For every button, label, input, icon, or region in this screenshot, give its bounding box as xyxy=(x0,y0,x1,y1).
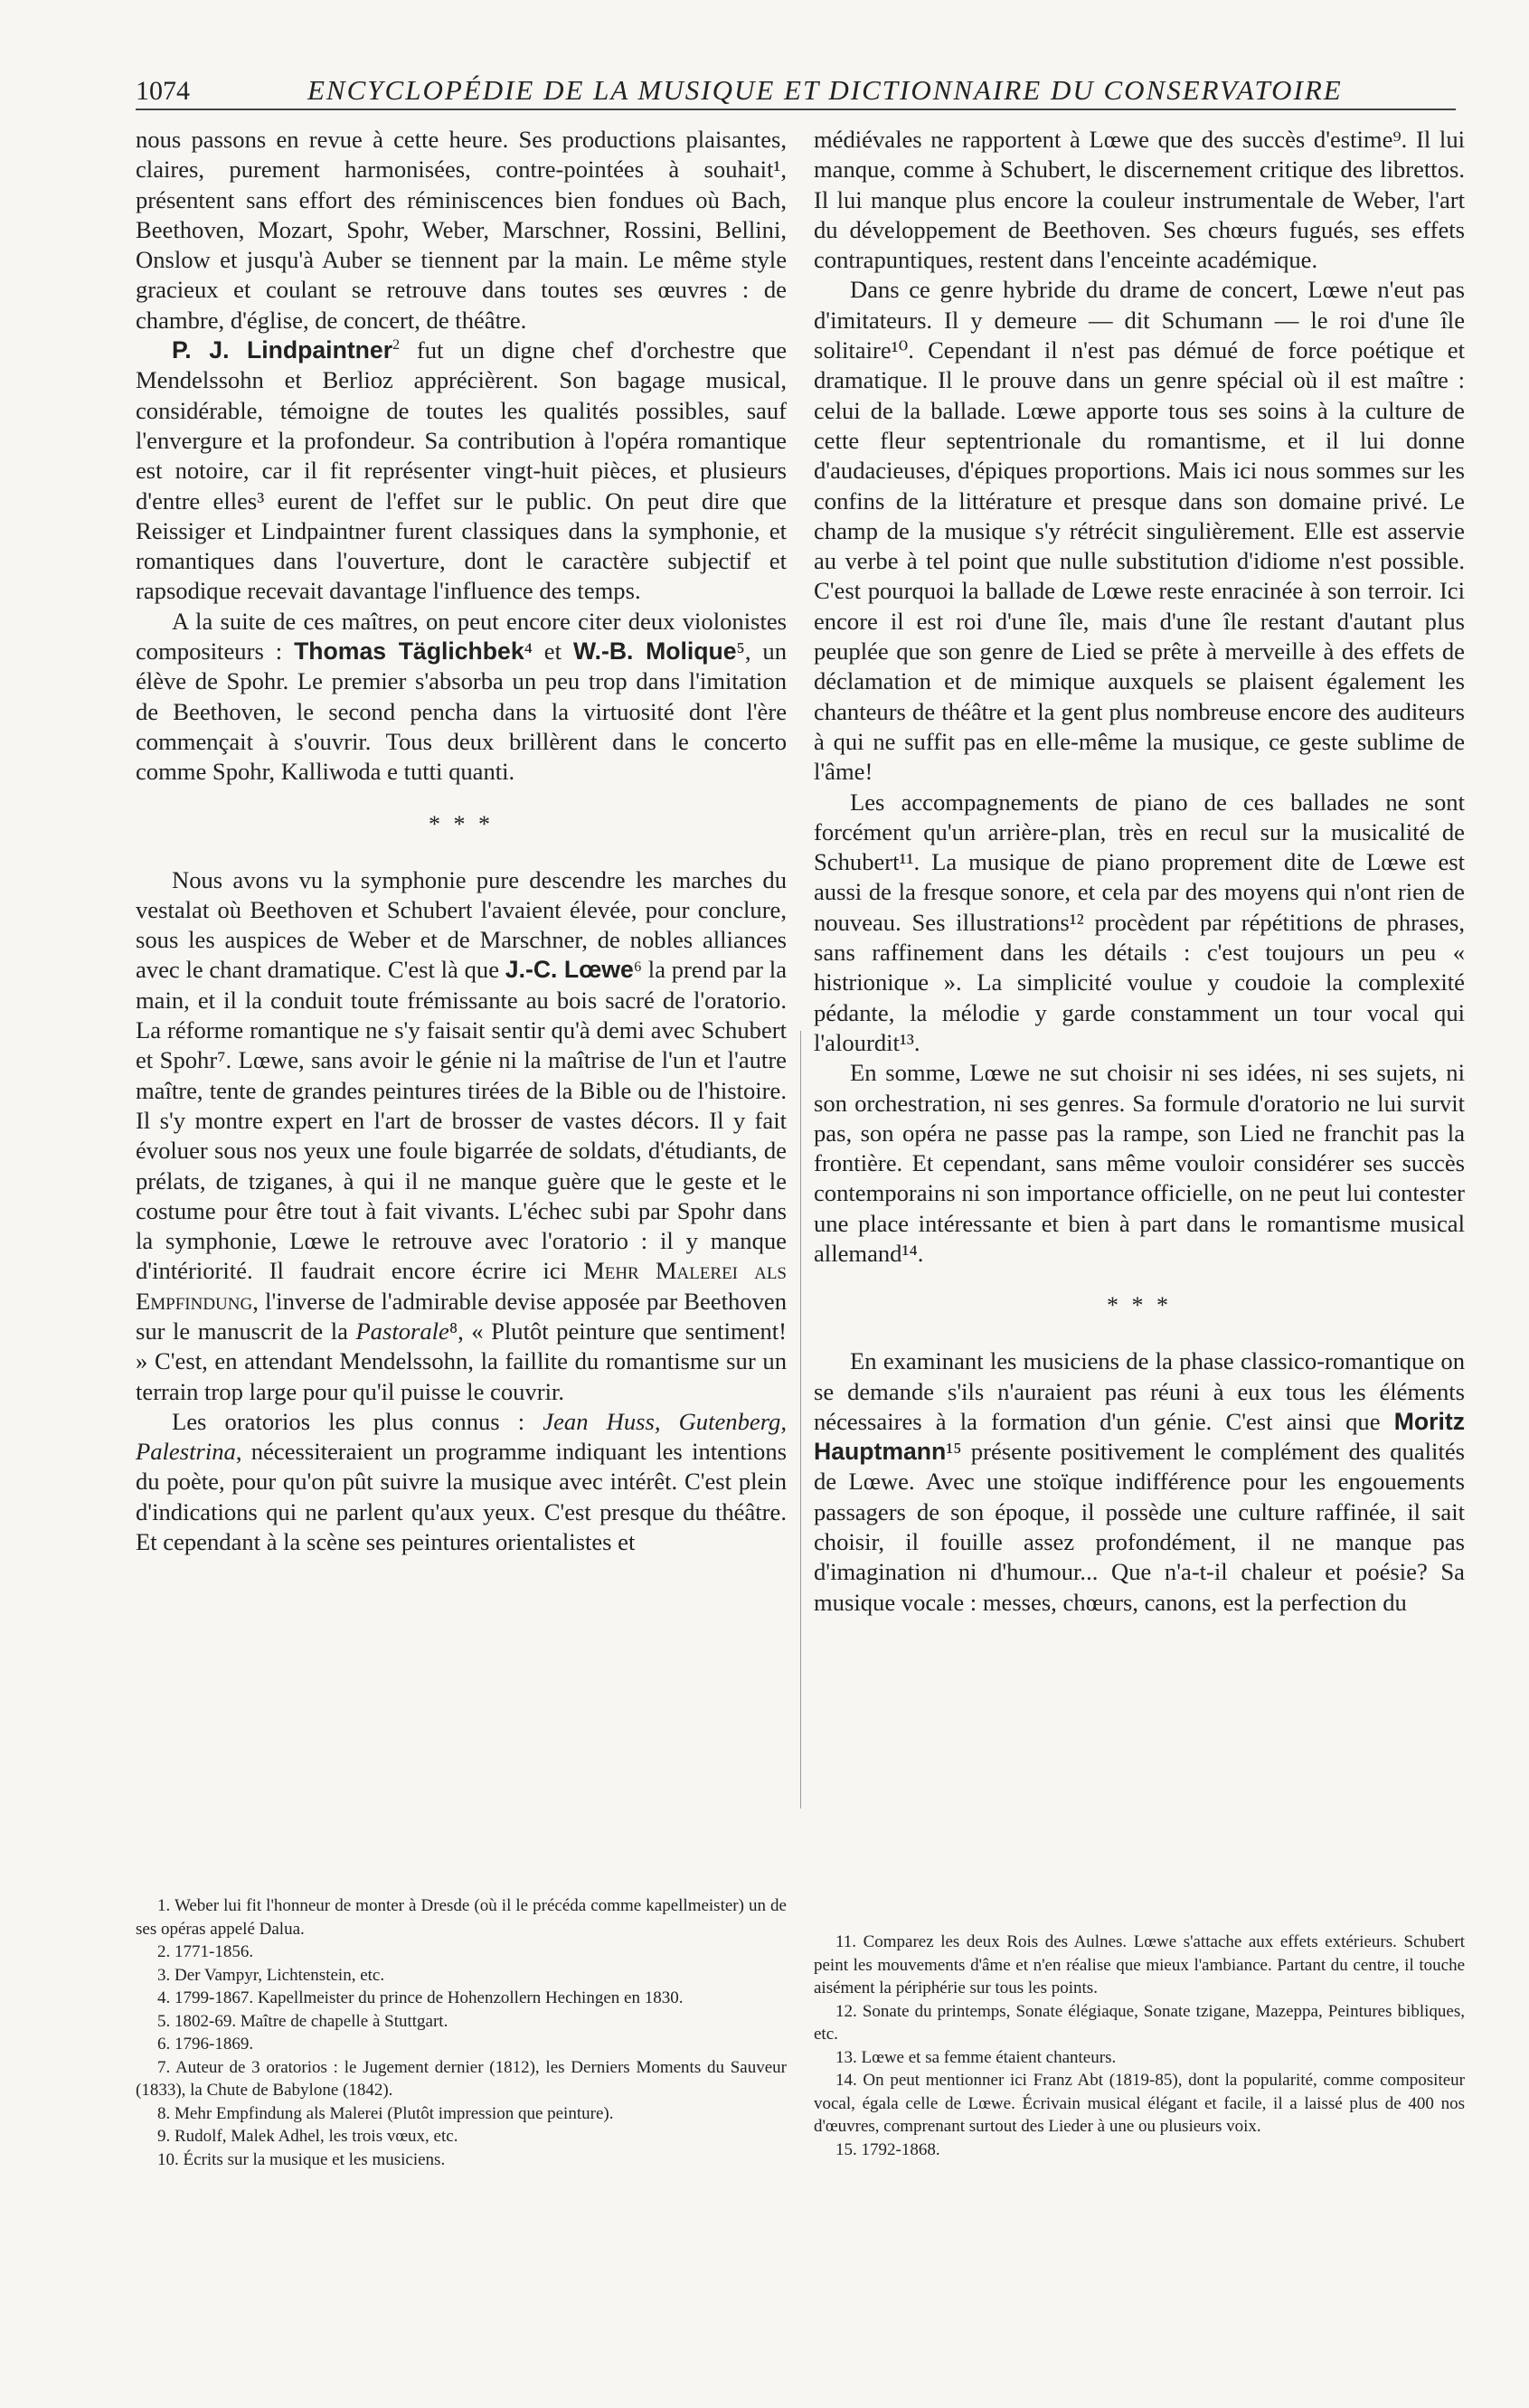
footnotes-right xyxy=(814,1931,1465,2161)
section-separator: * * * xyxy=(429,810,494,837)
footnote: 1. Weber lui fit l'honneur de monter à Dresde (où il le précéda comme kapellmeister) un de ses opéras appelé Dalua. xyxy=(136,1896,787,1939)
paragraph: En somme, Lœwe ne sut choisir ni ses idées, ni ses sujets, ni son orchestration, ni ses genres. Sa formule d'oratorio ne lui survit pas, son opéra ne passe pas la rampe, son Lied ne franchit pas la frontière. Et cependant, sans même vouloir considérer ses succès contemporains ni son importance officielle, on ne peut lui contester une place intéressante et bien à part dans le romantisme musical allemand¹⁴. xyxy=(814,1059,1465,1267)
page-header xyxy=(136,72,1456,110)
footnote: 4. 1799-1867. Kapellmeister du prince de Hohenzollern Hechingen en 1830. xyxy=(157,1988,684,2007)
footnote: 6. 1796-1869. xyxy=(157,2035,254,2054)
left-column xyxy=(136,125,787,1557)
paragraph: médiévales ne rapportent à Lœwe que des succès d'estime⁹. Il lui manque, comme à Schubert, le discernement critique des librettos. Il lui manque plus encore la couleur instrumentale de Weber, l'art du développement de Beethoven. Ses chœurs fugués, ses effets contrapuntiques, restent dans l'enceinte académique. xyxy=(814,126,1465,274)
running-title: ENCYCLOPÉDIE DE LA MUSIQUE ET DICTIONNAIRE DU CONSERVATOIRE xyxy=(307,74,1343,106)
paragraph: A la suite de ces maîtres, on peut encore citer deux violonistes compositeurs : Thomas Täglichbek⁴ et W.-B. Molique⁵, un élève de Spohr. Le premier s'absorba un peu trop dans l'imitation de Beethoven, le second pencha dans la virtuosité dont l'ère commençait à s'ouvrir. Tous deux brillèrent dans le concerto comme Spohr, Kalliwoda e tutti quanti. xyxy=(136,607,787,786)
footnote-ref: 2 xyxy=(392,337,401,354)
paragraph: Dans ce genre hybride du drame de concert, Lœwe n'eut pas d'imitateurs. Il y demeure — dit Schumann — le roi d'une île solitaire¹⁰. Cependant il n'est pas démué de force poétique et dramatique. Il le prouve dans un genre spécial où il est maître : celui de la ballade. Lœwe apporte tous ses soins à la culture de cette fleur septentrionale du romantisme, et il lui donne d'audacieuses, d'épiques proportions. Mais ici nous sommes sur les confins de la littérature et presque dans son domaine privé. Le champ de la musique s'y rétrécit singulièrement. Elle est asservie au verbe à tel point que nulle substitution d'idiome n'est possible. C'est pourquoi la ballade de Lœwe reste enracinée à son terroir. Ici encore il est roi d'une île, mais d'une île restant d'autant plus peuplée que son genre de Lied se prête à merveille à des effets de déclamation et de mimique auxquels se plaisent également les chanteurs de théâtre et la gent plus nombreuse encore des auditeurs à qui ne suffit pas en elle-même la musique, ce geste sublime de l'âme! xyxy=(814,276,1465,786)
footnote: 3. Der Vampyr, Lichtenstein, etc. xyxy=(157,1965,385,1985)
paragraph: En examinant les musiciens de la phase classico-romantique on se demande s'ils n'auraient pas réuni à eux tous les éléments nécessaires à la formation d'un génie. C'est ainsi que Moritz Hauptmann¹⁵ présente positivement le complément des qualités de Lœwe. Avec une stoïque indifférence pour les engouements passagers de son époque, il possède une culture raffinée, il sait choisir, il fouille assez profondément, il ne manque pas d'imagination ni d'humour... Que n'a-t-il chaleur et poésie? Sa musique vocale : messes, chœurs, canons, est la perfection du xyxy=(814,1347,1465,1616)
paragraph: Les accompagnements de piano de ces ballades ne sont forcément qu'un arrière-plan, très en recul sur la musicalité de Schubert¹¹. La musique de piano proprement dite de Lœwe est aussi de la fresque sonore, et cela par des moyens qui n'ont rien de nouveau. Ses illustrations¹² procèdent par répétitions de phrases, sans raffinement dans les détails : c'est toujours un peu « histrionique ». La simplicité voulue y coudoie la complexité pédante, la mélodie y garde constamment un tour vocal qui l'alourdit¹³. xyxy=(814,788,1465,1056)
person-name: Thomas Täglichbek xyxy=(294,637,524,666)
paragraph: nous passons en revue à cette heure. Ses productions plaisantes, claires, purement harmonisées, contre-pointées à souhait¹, présentent sans effort des réminiscences bien fondues où Bach, Beethoven, Mozart, Spohr, Weber, Marschner, Rossini, Bellini, Onslow et jusqu'à Auber se tiennent par la main. Le même style gracieux et coulant se retrouve dans toutes ses œuvres : de chambre, d'église, de concert, de théâtre. xyxy=(136,126,787,334)
person-name: Moritz Hauptmann xyxy=(814,1407,1465,1466)
footnotes-left xyxy=(136,1894,787,2171)
italic-title: Pastorale xyxy=(355,1317,449,1345)
right-column xyxy=(814,125,1465,1618)
footnote: 7. Auteur de 3 oratorios : le Jugement dernier (1812), les Derniers Moments du Sauveur (1833), la Chute de Babylone (1842). xyxy=(136,2057,787,2100)
person-name: P. J. Lindpaintner xyxy=(172,336,393,364)
footnote: 5. 1802-69. Maître de chapelle à Stuttgart. xyxy=(157,2011,448,2031)
person-name: W.-B. Molique xyxy=(572,637,737,666)
small-caps-text: Mehr Malerei als Empfindung xyxy=(136,1257,787,1315)
column-rule xyxy=(800,1031,801,1808)
person-name: J.-C. Lœwe xyxy=(505,956,634,984)
footnote: 13. Lœwe et sa femme étaient chanteurs. xyxy=(835,2047,1117,2067)
footnote: 12. Sonate du printemps, Sonate élégiaque, Sonate tzigane, Mazeppa, Peintures bibliques, etc. xyxy=(814,2001,1465,2044)
paragraph: P. J. Lindpaintner$^2$ fut un digne chef d'orchestre que Mendelssohn et Berlioz apprécièrent. Son bagage musical, considérable, témoigne de toutes les qualités possibles, sauf l'envergure et la profondeur. Sa contribution à l'opéra romantique est notoire, car il fit représenter vingt-huit pièces, et plusieurs d'entre elles³ eurent de l'effet sur le public. On peut dire que Reissiger et Lindpaintner furent classiques dans la symphonie, et romantiques dans l'ouverture, dont le caractère subjectif et rapsodique recevait davantage l'influence des temps. xyxy=(136,336,787,605)
footnote: 11. Comparez les deux Rois des Aulnes. Lœwe s'attache aux effets extérieurs. Schubert peint les mouvements d'âme et n'en réalise que mieux l'ambiance. Partant du centre, il touche aisément la périphérie sur tous les points. xyxy=(814,1932,1465,1997)
italic-title: Jean Huss, Gutenberg, Palestrina xyxy=(136,1407,787,1466)
footnote: 10. Écrits sur la musique et les musiciens. xyxy=(157,2149,446,2169)
page-number: 1074 xyxy=(136,76,190,106)
footnote: 9. Rudolf, Malek Adhel, les trois vœux, etc. xyxy=(157,2127,458,2146)
footnote: 8. Mehr Empfindung als Malerei (Plutôt impression que peinture). xyxy=(157,2103,614,2123)
section-separator: * * * xyxy=(1107,1292,1172,1319)
footnote: 15. 1792-1868. xyxy=(835,2139,940,2159)
paragraph: Nous avons vu la symphonie pure descendre les marches du vestalat où Beethoven et Schubert l'avaient élevée, pour conclure, sous les auspices de Weber et de Marschner, de nobles alliances avec le chant dramatique. C'est là que J.-C. Lœwe⁶ la prend par la main, et il la conduit toute frémissante au bois sacré de l'oratorio. La réforme romantique ne s'y faisait sentir qu'à demi avec Schubert et Spohr⁷. Lœwe, sans avoir le génie ni la maîtrise de l'un et l'autre maître, tente de grandes peintures tirées de la Bible ou de l'histoire. Il s'y montre expert en l'art de brosser de vastes décors. Il y fait évoluer sous nos yeux une foule bigarrée de soldats, d'étudiants, de prélats, de tziganes, à qui il ne manque guère que le geste et le costume pour être tout à fait vivants. L'échec subi par Spohr dans la symphonie, Lœwe le retrouve avec l'oratorio : il y manque d'intériorité. Il faudrait encore écrire ici Mehr Malerei als Empfindung, l'inverse de l'admirable devise apposée par Beethoven sur le manuscrit de la Pastorale⁸, « Plutôt peinture que sentiment! » C'est, en attendant Mendelssohn, la faillite du romantisme sur un terrain trop large pour qu'il puisse le couvrir. xyxy=(136,865,787,1405)
paragraph: Les oratorios les plus connus : Jean Huss, Gutenberg, Palestrina, nécessiteraient un programme indiquant les intentions du poète, pour qu'on pût suivre la musique avec intérêt. C'est plein d'indications qui ne parlent qu'aux yeux. C'est presque du théâtre. Et cependant à la scène ses peintures orientalistes et xyxy=(136,1407,787,1556)
footnote: 14. On peut mentionner ici Franz Abt (1819-85), dont la popularité, comme compositeur vocal, égala celle de Lœwe. Écrivain musical élégant et facile, il a laissé plus de 400 nos d'œuvres, comprenant surtout des Lieder à une ou plusieurs voix. xyxy=(814,2071,1465,2136)
footnote: 2. 1771-1856. xyxy=(157,1942,254,1961)
